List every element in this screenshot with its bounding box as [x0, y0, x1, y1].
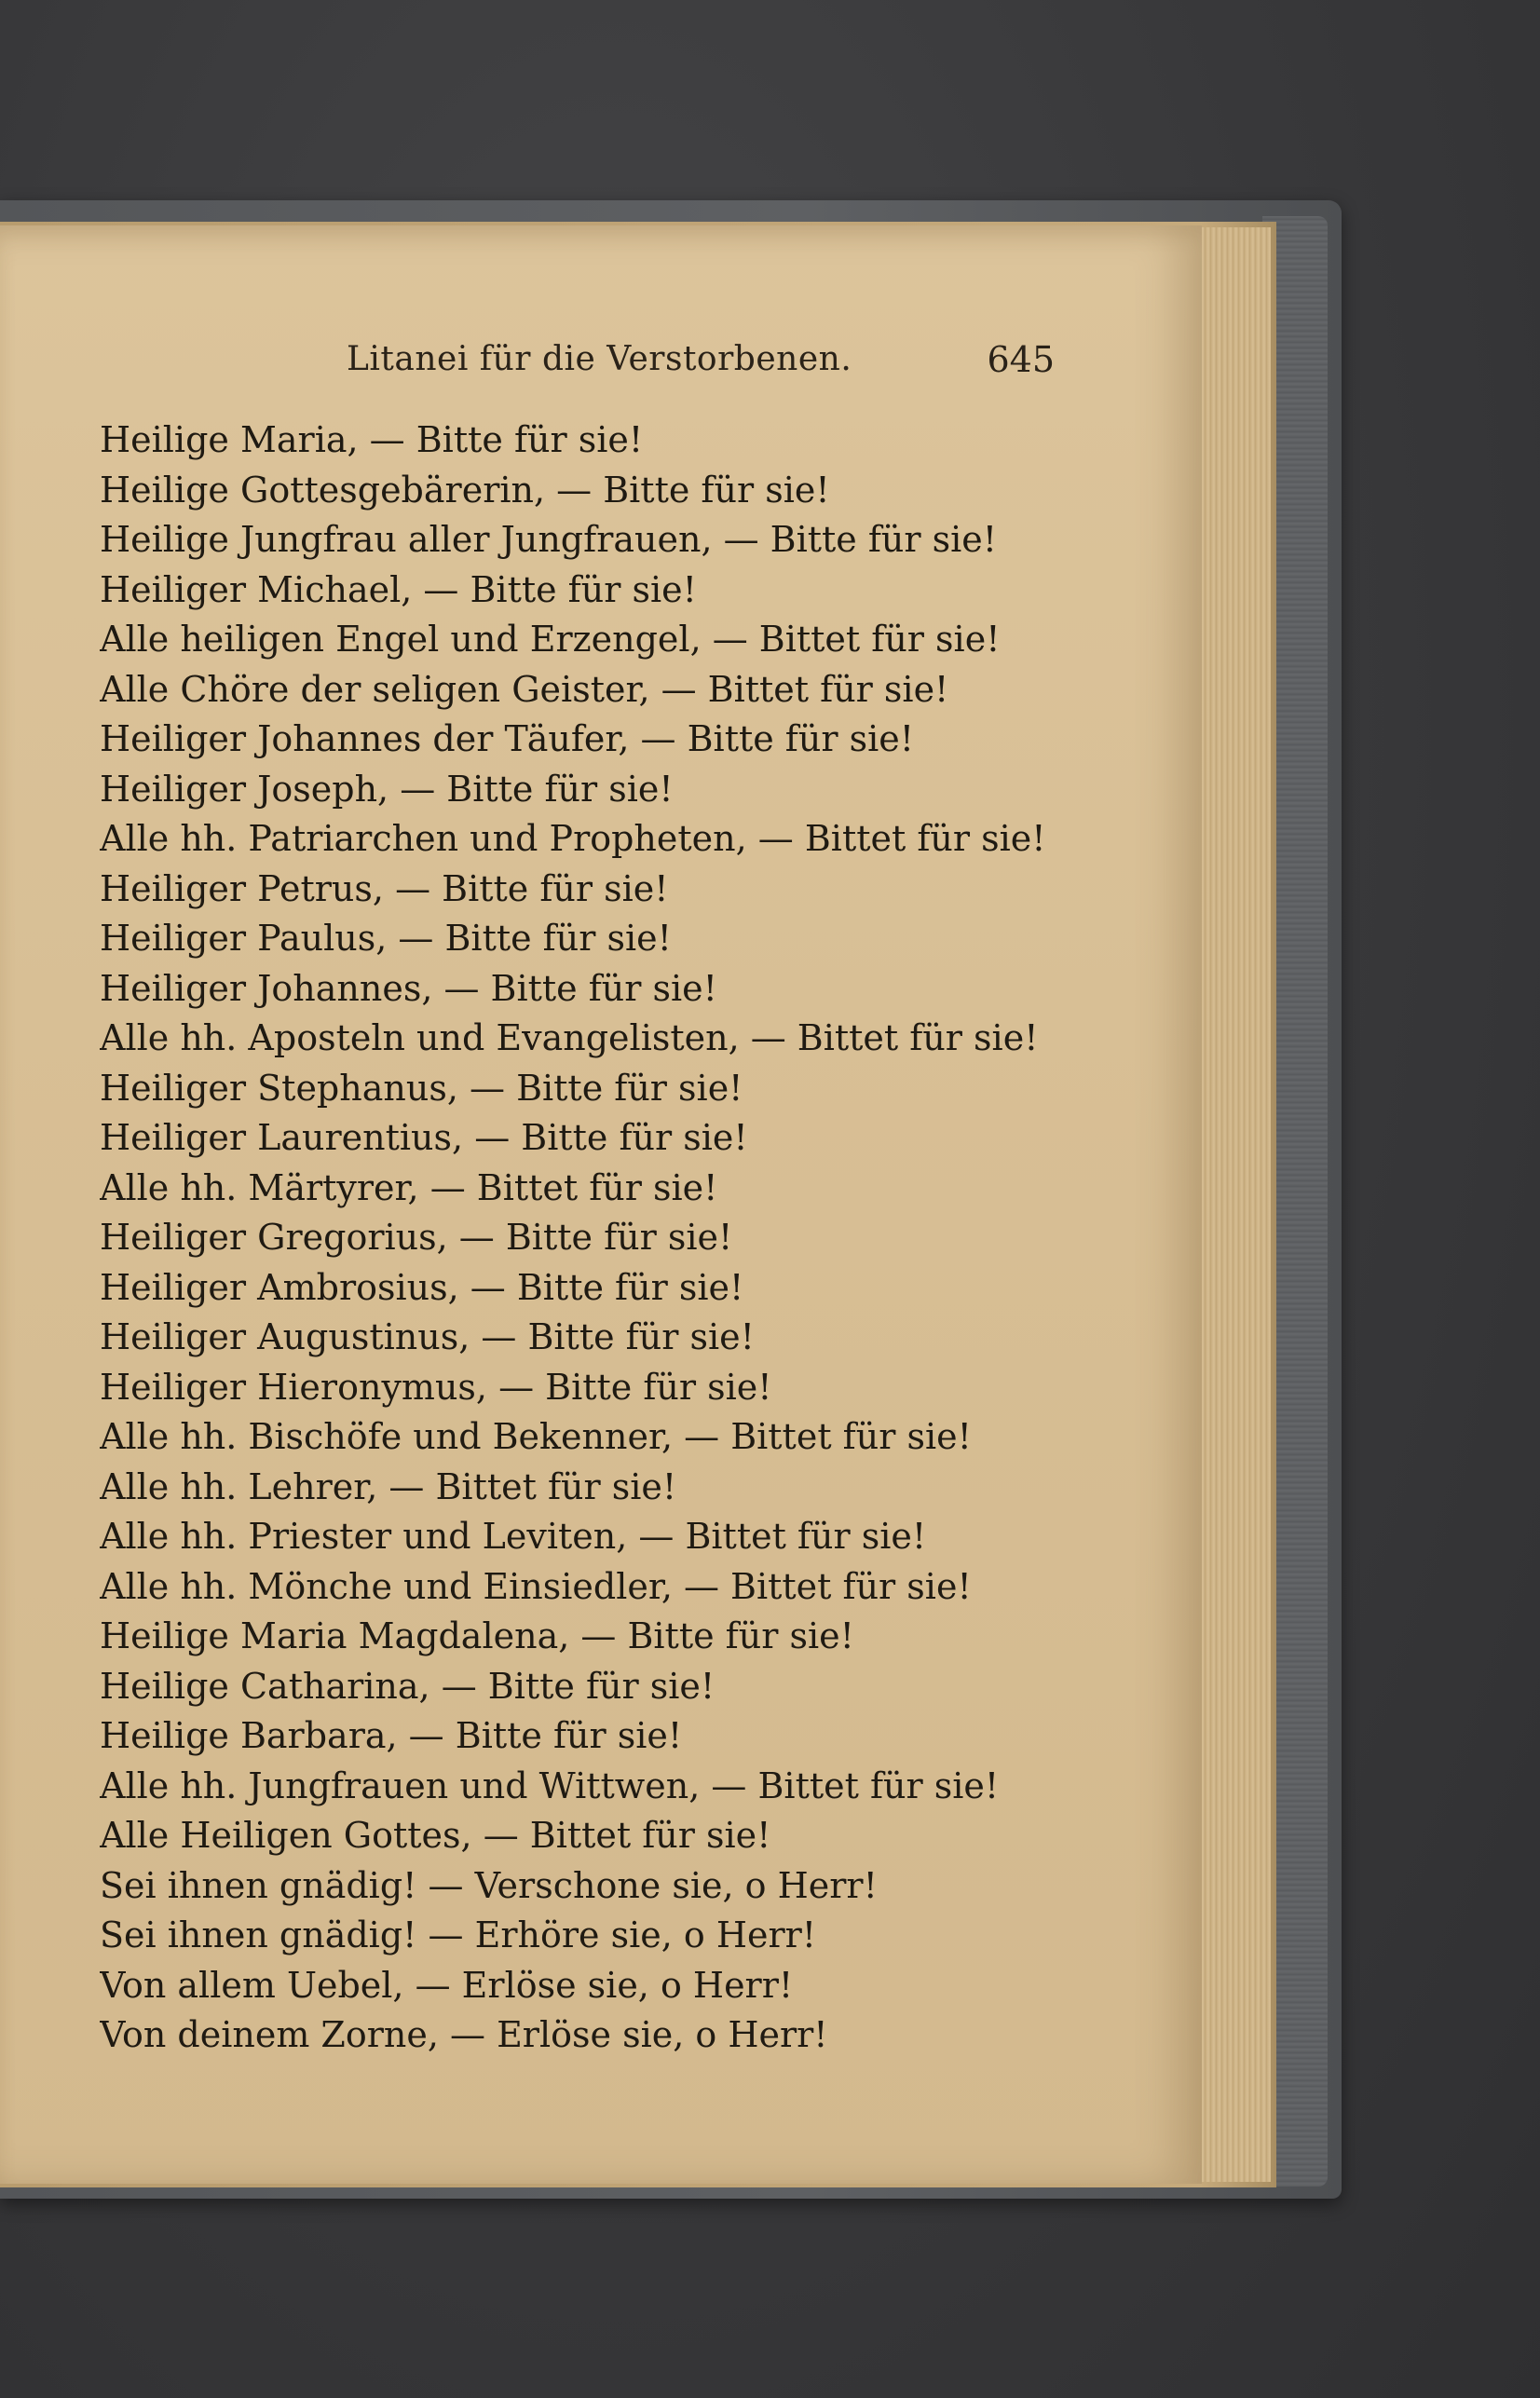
litany-line: Heilige Maria, — Bitte für sie! [100, 419, 644, 460]
litany-line: Alle heiligen Engel und Erzengel, — Bittet für sie! [100, 619, 1001, 660]
litany-line: Alle hh. Lehrer, — Bittet für sie! [100, 1465, 677, 1507]
litany-line: Alle hh. Bischöfe und Bekenner, — Bittet für sie! [100, 1416, 972, 1457]
litany-line: Heiliger Ambrosius, — Bitte für sie! [100, 1266, 744, 1308]
litany-line: Heilige Gottesgebärerin, — Bitte für sie! [100, 469, 830, 511]
litany-line: Heilige Maria Magdalena, — Bitte für sie! [100, 1615, 854, 1656]
litany-line: Heiliger Johannes, — Bitte für sie! [100, 967, 717, 1009]
litany-line: Heiliger Gregorius, — Bitte für sie! [100, 1217, 733, 1258]
litany-line: Von allem Uebel, — Erlöse sie, o Herr! [100, 1964, 794, 2006]
litany-line: Alle hh. Mönche und Einsiedler, — Bittet für sie! [100, 1565, 972, 1607]
page-number: 645 [987, 339, 1055, 380]
litany-line: Heiliger Hieronymus, — Bitte für sie! [100, 1366, 772, 1408]
litany-line: Heilige Catharina, — Bitte für sie! [100, 1665, 715, 1707]
litany-line: Heiliger Stephanus, — Bitte für sie! [100, 1067, 743, 1109]
litany-line: Alle Chöre der seligen Geister, — Bittet für sie! [100, 668, 949, 710]
litany-line: Alle hh. Aposteln und Evangelisten, — Bittet für sie! [100, 1017, 1039, 1058]
litany-text [100, 416, 1152, 2061]
litany-line: Alle Heiligen Gottes, — Bittet für sie! [100, 1815, 771, 1856]
litany-line: Sei ihnen gnädig! — Verschone sie, o Herr! [100, 1864, 878, 1906]
running-title: Litanei für die Verstorbenen. [347, 340, 852, 378]
litany-line: Heiliger Joseph, — Bitte für sie! [100, 768, 674, 810]
litany-line: Alle hh. Priester und Leviten, — Bittet für sie! [100, 1516, 927, 1557]
litany-line: Heiliger Petrus, — Bitte für sie! [100, 867, 669, 909]
litany-line: Heiliger Laurentius, — Bitte für sie! [100, 1117, 748, 1158]
litany-line: Heiliger Michael, — Bitte für sie! [100, 568, 697, 610]
litany-line: Heilige Jungfrau aller Jungfrauen, — Bitte für sie! [100, 519, 998, 560]
litany-line: Alle hh. Jungfrauen und Wittwen, — Bittet für sie! [100, 1764, 1000, 1806]
litany-line: Alle hh. Patriarchen und Propheten, — Bittet für sie! [100, 818, 1046, 859]
page-edges [1200, 227, 1271, 2182]
litany-line: Von deinem Zorne, — Erlöse sie, o Herr! [100, 2014, 828, 2055]
litany-line: Heiliger Augustinus, — Bitte für sie! [100, 1316, 755, 1357]
litany-line: Heiliger Johannes der Täufer, — Bitte für sie! [100, 718, 914, 759]
page-header [347, 334, 1055, 386]
litany-line: Heilige Barbara, — Bitte für sie! [100, 1715, 683, 1756]
litany-line: Sei ihnen gnädig! — Erhöre sie, o Herr! [100, 1914, 817, 1955]
litany-line: Alle hh. Märtyrer, — Bittet für sie! [100, 1166, 718, 1208]
litany-line: Heiliger Paulus, — Bitte für sie! [100, 918, 672, 959]
